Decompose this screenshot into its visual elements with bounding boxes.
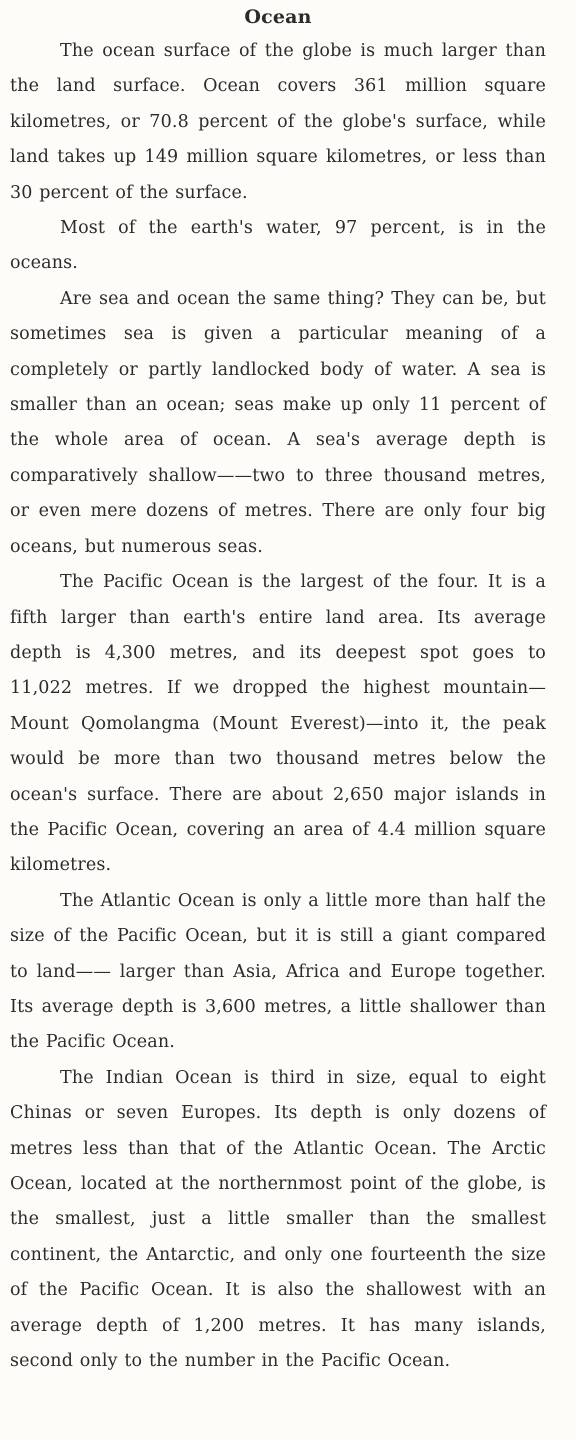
page-title: Ocean [244, 6, 312, 28]
paragraph-earth-water: Most of the earth's water, 97 percent, is in the oceans. [10, 218, 546, 274]
paragraph-pacific-ocean: The Pacific Ocean is the largest of the four. It is a fifth larger than earth's entire land area. Its average depth is 4,300 metres, and its deepest spot goes to 11,022 metres. If we dropped the highest mountain—Mount Qomolangma (Mount Everest)—into it, the peak would be more than two thousand metres below the ocean's surface. There are about 2,650 major islands in the Pacific Ocean, covering an area of 4.4 million square kilometres. [10, 572, 546, 876]
paragraph-indian-arctic-ocean: The Indian Ocean is third in size, equal to eight Chinas or seven Europes. Its depth is only dozens of metres less than that of the Atlantic Ocean. The Arctic Ocean, located at the northernmost point of the globe, is the smallest, just a little smaller than the smallest continent, the Antarctic, and only one fourteenth the size of the Pacific Ocean. It is also the shallowest with an average depth of 1,200 metres. It has many islands, second only to the number in the Pacific Ocean. [10, 1067, 546, 1372]
paragraph-sea-vs-ocean: Are sea and ocean the same thing? They can be, but sometimes sea is given a particular meaning of a completely or partly landlocked body of water. A sea is smaller than an ocean; seas make up only 11 percent of the whole area of ocean. A sea's average depth is comparatively shallow——two to three thousand metres, or even mere dozens of metres. There are only four big oceans, but numerous seas. [10, 288, 546, 557]
paragraph-atlantic-ocean: The Atlantic Ocean is only a little more than half the size of the Pacific Ocean, but it is still a giant compared to land—— larger than Asia, Africa and Europe together. Its average depth is 3,600 metres, a little shallower than the Pacific Ocean. [10, 890, 546, 1053]
paragraph-ocean-coverage: The ocean surface of the globe is much larger than the land surface. Ocean covers 361 million square kilometres, or 70.8 percent of the globe's surface, while land takes up 149 million square kilometres, or less than 30 percent of the surface. [10, 41, 546, 203]
document-page [10, 4, 546, 1379]
